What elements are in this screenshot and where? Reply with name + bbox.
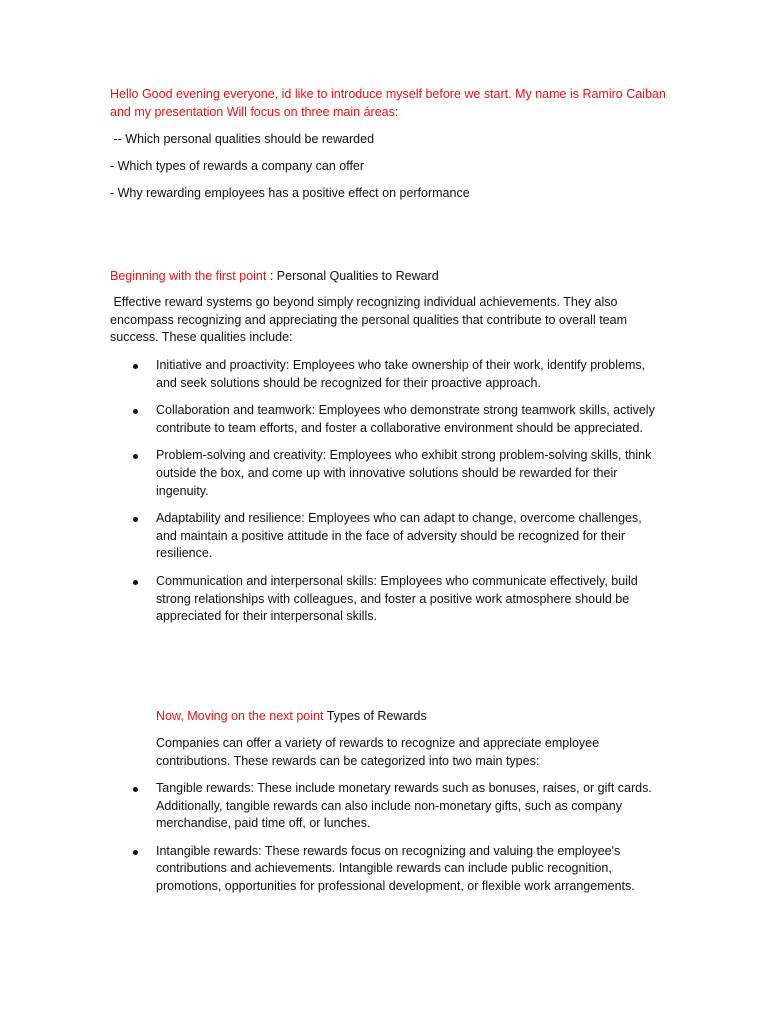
bullet-dot <box>133 580 138 585</box>
section2-lead: Now, Moving on the next point <box>156 709 324 723</box>
bullet-dot <box>133 517 138 522</box>
list-item-text: Adaptability and resilience: Employees who can adapt to change, overcome challenges, and maintain a positive attitude in the face of adversity should be recognized for their resilience. <box>156 511 642 561</box>
section2-bullet-list <box>156 780 661 906</box>
bullet-dot <box>133 409 138 414</box>
section1-bullet-list <box>156 357 661 636</box>
bullet-dot <box>133 787 138 792</box>
list-item <box>156 573 661 626</box>
section1-title: : Personal Qualities to Reward <box>269 269 439 283</box>
section2-title: Types of Rewards <box>323 709 427 723</box>
list-item-text: Intangible rewards: These rewards focus on recognizing and valuing the employee's contributions and achievements. Intangible rewards can include public recognition, promotions, opportunities for professional development, or flexible work arrangements. <box>156 843 635 893</box>
agenda-item-1: -- Which personal qualities should be rewarded <box>110 132 375 146</box>
section2-paragraph: Companies can offer a variety of rewards to recognize and appreciate employee contributions. These rewards can be categorized into two main types: <box>156 736 600 768</box>
section1-lead: Beginning with the first point <box>110 269 270 283</box>
list-item-text: Tangible rewards: These include monetary rewards such as bonuses, raises, or gift cards. Additionally, tangible rewards can also include non-monetary gifts, such as company merchandise, paid time off, or lunches. <box>156 781 652 831</box>
list-item-text: Collaboration and teamwork: Employees who demonstrate strong teamwork skills, actively contribute to team efforts, and foster a collaborative environment should be appreciated. <box>156 403 655 435</box>
intro-red-text: Hello Good evening everyone, id like to introduce myself before we start. My name is Ramiro Caiban and my presentation Will focus on three main áreas <box>110 87 666 119</box>
list-item-text: Initiative and proactivity: Employees who take ownership of their work, identify problems, and seek solutions should be recognized for their proactive approach. <box>156 358 646 390</box>
agenda-item-3: - Why rewarding employees has a positive effect on performance <box>110 186 470 200</box>
section1-paragraph: Effective reward systems go beyond simply recognizing individual achievements. They also encompass recognizing and appreciating the personal qualities that contribute to overall team success. These qualities include: <box>110 295 631 345</box>
list-item-text: Communication and interpersonal skills: Employees who communicate effectively, build strong relationships with colleagues, and foster a positive work atmosphere should be appreciated for their interpersonal skills. <box>156 573 638 624</box>
intro-paragraph <box>110 86 670 121</box>
agenda-item-2: - Which types of rewards a company can offer <box>110 159 365 173</box>
list-item <box>156 402 661 437</box>
bullet-dot <box>133 454 138 459</box>
list-item <box>156 510 661 563</box>
list-item <box>156 447 661 500</box>
bullet-dot <box>133 364 138 369</box>
section2-heading <box>156 708 661 726</box>
list-item-text: Problem-solving and creativity: Employees who exhibit strong problem-solving skills, think outside the box, and come up with innovative solutions should be rewarded for their ingenuity. <box>156 448 652 498</box>
list-item <box>156 780 661 833</box>
list-item <box>156 357 661 392</box>
bullet-dot <box>133 850 138 855</box>
section1-heading <box>110 268 670 286</box>
list-item <box>156 843 661 896</box>
intro-suffix: : <box>394 104 399 119</box>
